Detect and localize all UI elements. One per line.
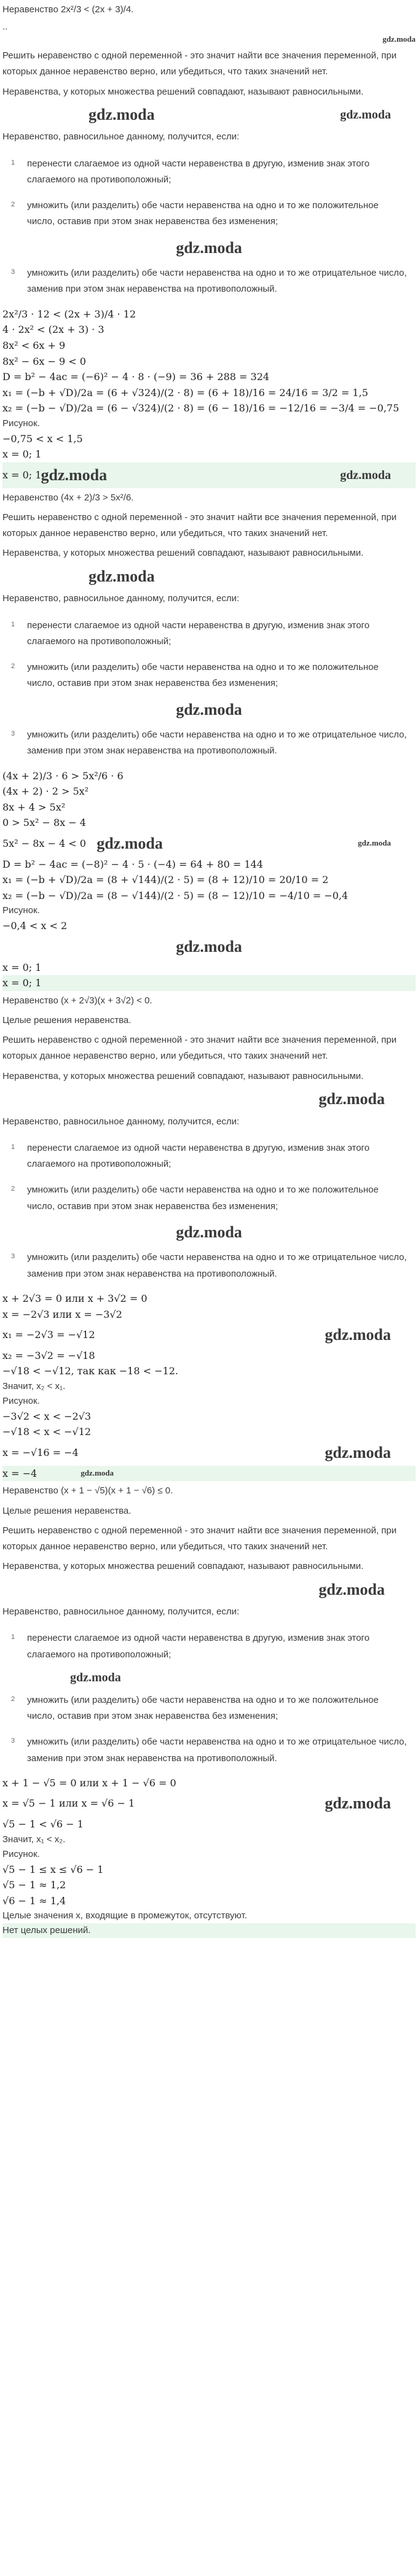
figure-label: Рисунок.	[2, 1395, 40, 1406]
rule-list	[2, 1135, 416, 1287]
watermark-logo: gdz.moda	[340, 107, 391, 122]
math-line: x + 2√3 = 0 или x + 3√2 = 0	[2, 1292, 148, 1304]
watermark-logo: gdz.moda	[382, 34, 416, 44]
rule-step: 3 умножить (или разделить) обе части неравенства на одно и то же отрицательное число, заменив при этом знак неравенства на противоположный.	[11, 1737, 407, 1764]
watermark-logo: gdz.moda	[358, 838, 391, 848]
approx-line: √6 − 1 ≈ 1,4	[2, 1894, 66, 1907]
problem-2-title: Неравенство (4x + 2)/3 > 5x²/6.	[2, 492, 134, 503]
math-line: x₂ = (−b − √D)/2a = (6 − √324)/(2 · 8) = (6 − 18)/16 = −12/16 = −3/4 = −0,75	[2, 402, 400, 414]
rule-step: 2 умножить (или разделить) обе части неравенства на одно и то же положительное число, оставив при этом знак неравенства без изменения;	[11, 200, 379, 227]
watermark-row	[2, 1220, 416, 1245]
watermark-row	[2, 934, 416, 960]
math-row	[2, 1440, 416, 1466]
math-line: x + 1 − √5 = 0 или x + 1 − √6 = 0	[2, 1776, 176, 1789]
watermark-row	[2, 1577, 416, 1603]
solution-interval: −0,75 < x < 1,5	[2, 432, 83, 445]
integer-solutions: x = −√16 = −4	[2, 1447, 79, 1459]
watermark-logo: gdz.moda	[340, 468, 391, 482]
intro-text: Решить неравенство с одной переменной - это значит найти все значения переменной, при которых данное неравенство верно, или убедиться, что таких значений нет.	[2, 512, 397, 539]
watermark-row	[2, 564, 416, 590]
problem-2	[2, 488, 416, 991]
math-line: 8x² < 6x + 9	[2, 339, 66, 351]
watermark-logo: gdz.moda	[97, 834, 163, 852]
watermark-logo: gdz.moda	[176, 937, 242, 955]
watermark-row	[2, 697, 416, 723]
math-line: (4x + 2) · 2 > 5x²	[2, 785, 89, 798]
intro-text: Решить неравенство с одной переменной - это значит найти все значения переменной, при которых данное неравенство верно, или убедиться, что таких значений нет.	[2, 50, 397, 77]
math-line: 4 · 2x² < (2x + 3) · 3	[2, 324, 104, 336]
therefore-text: Значит, x₂ < x₁.	[2, 1380, 66, 1391]
solution-interval: −0,4 < x < 2	[2, 920, 68, 932]
watermark-logo: gdz.moda	[176, 238, 242, 257]
problem-3-title: Неравенство (x + 2√3)(x + 3√2) < 0.	[2, 995, 152, 1006]
rule-step: 1 перенести слагаемое из одной части неравенства в другую, изменив знак этого слагаемого на противоположный;	[11, 158, 370, 185]
rule-list	[2, 613, 416, 765]
math-line: √5 − 1 < √6 − 1	[2, 1818, 84, 1831]
watermark-logo: gdz.moda	[70, 1670, 121, 1684]
watermark-logo: gdz.moda	[89, 567, 155, 585]
math-line: x₁ = (−b + √D)/2a = (6 + √324)/(2 · 8) = (6 + 18)/16 = 24/16 = 3/2 = 1,5	[2, 386, 368, 399]
watermark-logo: gdz.moda	[318, 1089, 385, 1108]
rule-heading: Неравенство, равносильное данному, получится, если:	[2, 1116, 240, 1127]
integer-solutions: x = 0; 1	[2, 448, 42, 461]
rule-heading: Неравенство, равносильное данному, получится, если:	[2, 1606, 240, 1617]
watermark-logo: gdz.moda	[325, 1326, 391, 1344]
rule-step: 2 умножить (или разделить) обе части неравенства на одно и то же положительное число, оставив при этом знак неравенства без изменения;	[11, 662, 379, 689]
solution-interval: √5 − 1 ≤ x ≤ √6 − 1	[2, 1863, 104, 1875]
math-line: x₂ = (−b − √D)/2a = (8 − √144)/(2 · 5) = (8 − 12)/10 = −4/10 = −0,4	[2, 889, 349, 901]
math-line: x₁ = −2√3 = −√12	[2, 1329, 95, 1341]
figure-label: Рисунок.	[2, 1848, 40, 1859]
math-line: x = √5 − 1 или x = √6 − 1	[2, 1797, 135, 1810]
rule-heading: Неравенство, равносильное данному, получится, если:	[2, 593, 240, 604]
math-row	[2, 1322, 416, 1348]
solution-interval: −3√2 < x < −2√3	[2, 1410, 92, 1422]
problem-1	[2, 0, 416, 488]
equiv-text: Неравенства, у которых множества решений совпадают, называют равносильными.	[2, 548, 364, 559]
rule-heading: Неравенство, равносильное данному, получится, если:	[2, 131, 240, 142]
math-line: −√18 < −√12, так как −18 < −12.	[2, 1365, 178, 1377]
integer-solutions: x = 0; 1	[2, 961, 42, 973]
problem-4-subtitle: Целые решения неравенства.	[2, 1505, 132, 1516]
watermark-row	[2, 33, 416, 46]
math-row	[2, 831, 416, 857]
rule-step: 2 умножить (или разделить) обе части неравенства на одно и то же положительное число, оставив при этом знак неравенства без изменения;	[11, 1694, 379, 1722]
math-row	[2, 1791, 416, 1816]
math-line: 5x² − 8x − 4 < 0	[2, 837, 86, 849]
rule-list	[2, 151, 416, 303]
math-line: 2x²/3 · 12 < (2x + 3)/4 · 12	[2, 308, 136, 320]
rule-list	[2, 1625, 416, 1772]
approx-line: √5 − 1 ≈ 1,2	[2, 1879, 66, 1891]
problem-4	[2, 1481, 416, 1938]
intro-text: Решить неравенство с одной переменной - это значит найти все значения переменной, при которых данное неравенство верно, или убедиться, что таких значений нет.	[2, 1525, 397, 1552]
math-line: D = b² − 4ac = (−6)² − 4 · 8 · (−9) = 36 + 288 = 324	[2, 371, 270, 383]
problem-1-title: Неравенство 2x²/3 < (2x + 3)/4.	[2, 4, 134, 15]
answer: x = −4	[2, 1467, 37, 1479]
math-line: (4x + 2)/3 · 6 > 5x²/6 · 6	[2, 769, 124, 782]
rule-step: 1 перенести слагаемое из одной части неравенства в другую, изменив знак этого слагаемого на противоположный;	[11, 620, 370, 647]
watermark-row	[2, 102, 416, 128]
math-line: 8x + 4 > 5x²	[2, 801, 66, 813]
math-line: x₂ = −3√2 = −√18	[2, 1349, 95, 1361]
answer: Нет целых решений.	[2, 1923, 416, 1938]
rule-step: 1 перенести слагаемое из одной части неравенства в другую, изменив знак этого слагаемого на противоположный;	[11, 1142, 370, 1170]
equiv-text: Неравенства, у которых множества решений совпадают, называют равносильными.	[2, 86, 364, 97]
rule-step: 3 умножить (или разделить) обе части неравенства на одно и то же отрицательное число, заменив при этом знак неравенства на противоположный.	[11, 730, 407, 757]
equiv-text: Неравенства, у которых множества решений совпадают, называют равносильными.	[2, 1561, 364, 1572]
watermark-row	[2, 1086, 416, 1112]
watermark-logo: gdz.moda	[81, 1468, 114, 1478]
answer: x = 0; 1	[2, 975, 416, 991]
problem-3	[2, 991, 416, 1482]
conclusion-text: Целые значения x, входящие в промежуток, отсутствуют.	[2, 1910, 247, 1921]
answer-row	[2, 1466, 416, 1482]
watermark-logo: gdz.moda	[325, 1794, 391, 1813]
figure-label: Рисунок.	[2, 905, 40, 916]
watermark-logo: gdz.moda	[318, 1580, 385, 1598]
solution-interval: −√18 < x < −√12	[2, 1426, 92, 1438]
intro-text: Решить неравенство с одной переменной - это значит найти все значения переменной, при которых данное неравенство верно, или убедиться, что таких значений нет.	[2, 1035, 397, 1062]
answer: x = 0; 1	[2, 469, 42, 481]
watermark-logo: gdz.moda	[176, 700, 242, 718]
rule-step: 3 умножить (или разделить) обе части неравенства на одно и то же отрицательное число, заменив при этом знак неравенства на противоположный.	[11, 1252, 407, 1279]
math-line: D = b² − 4ac = (−8)² − 4 · 5 · (−4) = 64 + 80 = 144	[2, 858, 263, 870]
watermark-logo: gdz.moda	[176, 1223, 242, 1241]
therefore-text: Значит, x₁ < x₂.	[2, 1834, 66, 1845]
math-line: x = −2√3 или x = −3√2	[2, 1308, 122, 1320]
problem-4-title: Неравенство (x + 1 − √5)(x + 1 − √6) ≤ 0.	[2, 1485, 173, 1496]
watermark-row	[2, 235, 416, 261]
answer-row	[2, 462, 416, 488]
rule-step: 1 перенести слагаемое из одной части неравенства в другую, изменив знак этого слагаемого на противоположный;	[11, 1633, 370, 1660]
watermark-logo: gdz.moda	[325, 1444, 391, 1462]
math-line: x₁ = (−b + √D)/2a = (8 + √144)/(2 · 5) = (8 + 12)/10 = 20/10 = 2	[2, 874, 329, 886]
figure-label: Рисунок.	[2, 418, 40, 429]
problem-3-subtitle: Целые решения неравенства.	[2, 1014, 132, 1025]
watermark-row	[2, 1668, 416, 1687]
math-line: 8x² − 6x − 9 < 0	[2, 355, 86, 367]
equiv-text: Неравенства, у которых множества решений совпадают, называют равносильными.	[2, 1070, 364, 1081]
rule-step: 3 умножить (или разделить) обе части неравенства на одно и то же отрицательное число, заменив при этом знак неравенства на противоположный.	[11, 268, 407, 295]
rule-step: 2 умножить (или разделить) обе части неравенства на одно и то же положительное число, оставив при этом знак неравенства без изменения;	[11, 1185, 379, 1212]
spacer: ..	[2, 21, 8, 33]
watermark-logo: gdz.moda	[89, 105, 155, 123]
math-line: 0 > 5x² − 8x − 4	[2, 817, 86, 829]
watermark-logo: gdz.moda	[41, 466, 108, 484]
